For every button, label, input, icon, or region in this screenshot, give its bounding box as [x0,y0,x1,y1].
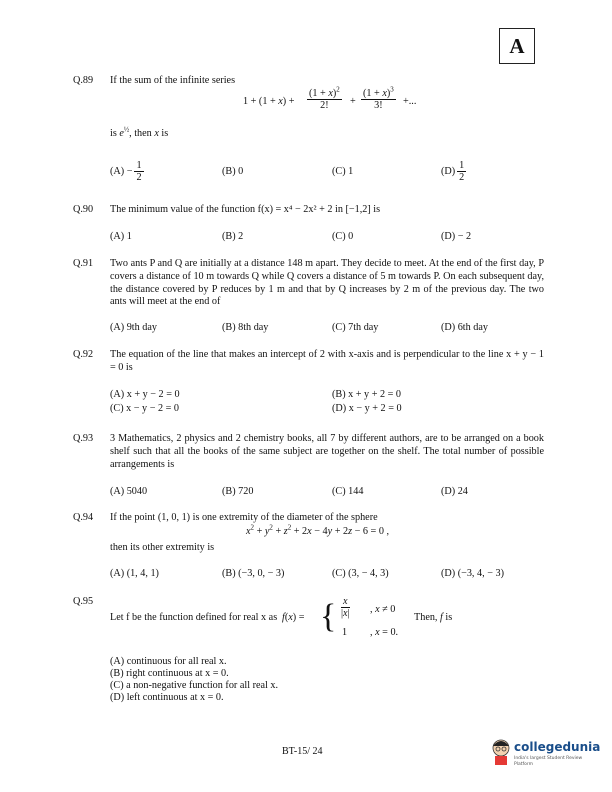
question-text: If the sum of the infinite series [110,75,236,86]
option-c[interactable]: (C) a non-negative function for all real x. [110,680,279,691]
question-number: Q.92 [73,349,94,360]
question-number: Q.90 [73,204,94,215]
series-expression: 1 + (1 + x) + $\frac{(1 + x)^2}{2!}$ + $\frac{(1 + x)^3}{3!}$ +... [243,85,417,112]
option-b[interactable]: (B) 720 [222,486,254,497]
question-text: If the point (1, 0, 1) is one extremity of the diameter of the sphere [110,512,378,523]
option-c[interactable]: (C) 7th day [332,322,379,333]
mascot-icon [490,738,512,766]
option-b[interactable]: (B) 2 [222,231,244,242]
option-a[interactable]: (A) 5040 [110,486,148,497]
collegedunia-logo [490,738,601,768]
option-d[interactable]: (D) x − y + 2 = 0 [332,403,402,414]
question-text: 3 Mathematics, 2 physics and 2 chemistry books, all 7 by different authors, are to be arranged on a book shelf such that all the books of the same subject are together on the shelf. The total number of possible arrangements is [110,433,544,470]
option-c[interactable]: (C) 1 [332,166,354,177]
option-c[interactable]: (C) 0 [332,231,354,242]
sphere-equation: $x^2 + y^2 + z^2 + 2x - 4y + 2z - 6 = 0$ , [246,523,390,537]
question-number: Q.93 [73,433,94,444]
option-b[interactable]: (B) right continuous at x = 0. [110,668,229,679]
piecewise-function: f(x) = { $\frac{x}{|x|}$ , x ≠ 0 1 , x = 0. [282,596,399,638]
question-text: Let f be the function defined for real x as [110,612,278,623]
option-a[interactable]: (A) (1, 4, 1) [110,568,159,579]
brand-name: collegedunia [514,740,601,754]
option-a[interactable]: (A) continuous for all real x. [110,656,227,667]
question-text-continued: then its other extremity is [110,542,215,553]
option-c[interactable]: (C) x − y − 2 = 0 [110,403,180,414]
question-number: Q.91 [73,258,94,269]
option-d[interactable]: (D) (−3, 4, − 3) [441,568,504,579]
option-a[interactable]: (A) 9th day [110,322,157,333]
option-c[interactable]: (C) (3, − 4, 3) [332,568,389,579]
question-number: Q.94 [73,512,94,523]
option-c[interactable]: (C) 144 [332,486,364,497]
page-footer: BT-15/ 24 [282,746,323,757]
question-text-continued: Then, f is [414,612,453,623]
option-d[interactable]: (D) left continuous at x = 0. [110,692,224,703]
option-d[interactable]: (D) $\frac{1}{2}$ [441,160,465,184]
brand-tagline: India's largest Student Review Platform [514,756,583,767]
question-text: The equation of the line that makes an intercept of 2 with x-axis and is perpendicular to the line x + y − 1 = 0 is [110,349,544,373]
set-code-box: A [499,28,535,64]
option-d[interactable]: (D) 6th day [441,322,488,333]
option-b[interactable]: (B) x + y + 2 = 0 [332,389,402,400]
option-b[interactable]: (B) 0 [222,166,244,177]
option-a[interactable]: (A) 1 [110,231,132,242]
question-text: The minimum value of the function f(x) = x⁴ − 2x² + 2 in [−1,2] is [110,204,381,215]
option-b[interactable]: (B) (−3, 0, − 3) [222,568,285,579]
option-a[interactable]: (A) x + y − 2 = 0 [110,389,180,400]
question-number: Q.95 [73,596,94,607]
question-text: Two ants P and Q are initially at a distance 148 m apart. They decide to meet. At the end of the first day, P covers a distance of 10 m towards Q while Q covers a distance of 5 m towards P. On each subsequent day, the distance covered by P reduces by 1 m and that by Q increases by 2 m of the previous day. The two ants will meet at the end of [110,258,544,308]
option-b[interactable]: (B) 8th day [222,322,269,333]
question-number: Q.89 [73,75,94,86]
option-a[interactable]: (A) − $\frac{1}{2}$ [110,160,142,184]
option-d[interactable]: (D) 24 [441,486,468,497]
option-d[interactable]: (D) − 2 [441,231,472,242]
question-text-continued: is $e^{\frac{1}{2}}$, then x is [110,125,169,139]
